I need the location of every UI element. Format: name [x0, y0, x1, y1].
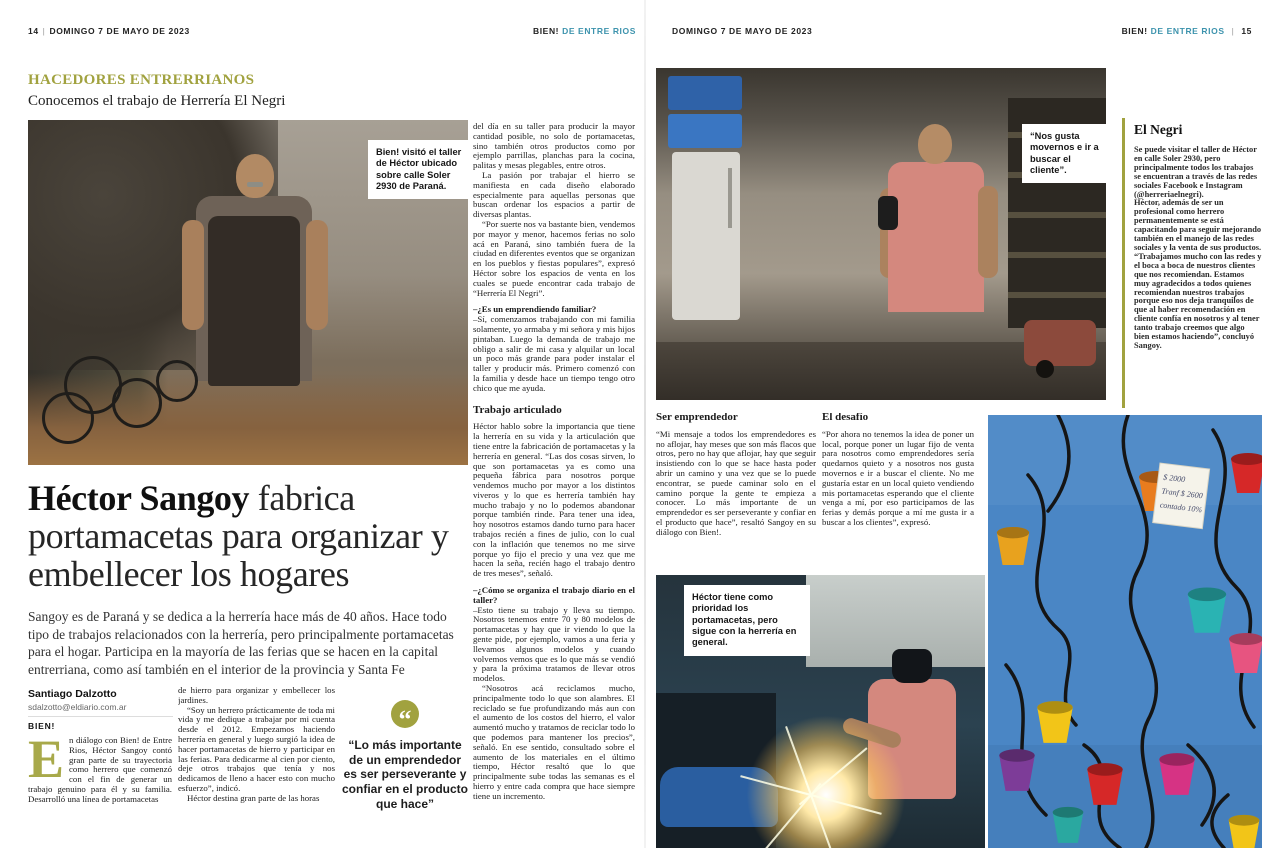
photo-flower-pots [988, 415, 1262, 848]
quote-icon: “ [391, 700, 419, 728]
headline-rest: fabrica portamacetas para organizar y embellecer los hogares [28, 478, 449, 595]
paragraph: Héctor destina gran parte de las horas [187, 792, 320, 803]
price-line-2: Tranf $ 2600 [1161, 486, 1204, 501]
man-right-arm [978, 186, 998, 278]
section-subtitle: Conocemos el trabajo de Herrería El Negri [28, 93, 286, 109]
interview-question: –¿Es un emprendiendo familiar? [473, 304, 597, 315]
date: DOMINGO 7 DE MAYO DE 2023 [672, 26, 813, 36]
interview-answer: –Esto tiene su trabajo y lleva su tiempo. Nosotros tenemos entre 70 y 80 modelos de portamacetas y hay que ir viendo lo que la gente pide, por ejemplo, vamos a una feria y llevamos algunos modelos y cuando volvemos vemos que es lo que más se vendió y para la próxima tratamos de llevar otros modelos. [473, 604, 635, 684]
welding-mask [892, 649, 932, 683]
column-el-desafio [822, 413, 974, 571]
price-tag [1153, 463, 1210, 529]
subhead-ser-emprendedor: Ser emprendedor [656, 413, 738, 423]
separator: | [42, 26, 46, 36]
byline-brand: BIEN! [28, 721, 56, 731]
right-running-brand [900, 26, 1252, 36]
paragraph: “Por ahora no tenemos la idea de poner un local, porque poner un lugar fijo de venta para nosotros como emprendedores sería quedarnos quieto y a nosotros nos gusta movernos e ir a buscar el cliente. No me gustaría estar en un local quieto vendiendo mis portamacetas esperando que el cliente venga a mí, por eso participamos de las ferias y demás porque a mí me gusta ir a buscar a los clientes”, expresó. [822, 428, 974, 527]
sidebar-paragraph: “Trabajamos mucho con las redes y el boca a boca de nuestros clientes que nos recomiendan. Estamos muy agradecidos a todos quienes recomiendan nuestros trabajos porque eso nos deja tranquilos de que al haber recomendación en cliente confía en nosotros y al tener tanto trabajo creemos que algo bien estamos haciendo”, concluyó Sangoy. [1134, 251, 1262, 350]
article-column-2 [178, 686, 335, 844]
author-name: Santiago Dalzotto [28, 688, 117, 700]
photo-workshop-wide [656, 68, 1106, 400]
blue-crate [668, 76, 742, 110]
man-head [918, 124, 952, 164]
left-running-brand [0, 26, 636, 36]
man-right-arm [306, 220, 328, 330]
sidebar-paragraph: Se puede visitar el taller de Héctor en calle Soler 2930, pero principalmente todos los trabajos se encuentran a través de las redes sociales Facebook e Instagram (@herreriaelnegri). [1134, 145, 1258, 199]
paragraph: “Mi mensaje a todos los emprendedores es no aflojar, hay meses que son más flacos que otros, pero no hay que aflojar, hay que seguir insistiendo con lo que se hace hasta poder abrir un camino y una vez que se lo puede encontrar, se puede caminar solo en el camino porque la gente te empieza a conocer. Lo más importante de un emprendedor es ser perseverante y confiar en el producto que hace”, resaltó Sangoy en su diálogo con Bien!. [656, 428, 816, 537]
brand-region: DE ENTRE RIOS [1150, 26, 1225, 36]
photo3-caption: Héctor tiene como prioridad los portamacetas, pero sigue con la herrería en general. [684, 585, 810, 656]
paragraph: “Nosotros acá reciclamos mucho, principalmente todo lo que son alambres. El reciclado se fue profundizando más aun con el aumento de los costos del hierro, el valor aumentó mucho y tratamos de reciclar todo lo que podemos para mantener los precios”, señaló. En ese sentido, consultado sobre el aumento de los materiales en el último tiempo, Héctor resaltó que lo que principalmente sube todas las semanas es el hierro y entre cada compra que hace siempre tiene un incremento. [473, 683, 635, 801]
compressor-wheel [1036, 360, 1054, 378]
paragraph: de hierro para organizar y embellecer los jardines. [178, 686, 335, 705]
compressor [1024, 320, 1096, 366]
article-column-1 [28, 736, 172, 840]
mustache [247, 182, 263, 187]
section-kicker: HACEDORES ENTRERRIANOS [28, 72, 255, 88]
brand-region: DE ENTRE RIOS [562, 26, 636, 36]
paragraph: “Por suerte nos va bastante bien, vendemos por mayor y menor, hacemos ferias no solo acá en Paraná, sino también fuera de la ciudad en diferentes eventos que se organizan en los pueblos y fiestas populares”, expresó Héctor sobre los espacios de venta en los cuales se puede encontrar cada trabajo de “Herrería El Negri”. [473, 218, 635, 298]
paragraph: del día en su taller para producir la mayor cantidad posible, no solo de portamacetas, sino también otros productos como por ejemplo parrillas, planchas para la cocina, palitas y mesas plegables, entre otros. [473, 122, 635, 171]
article-headline [28, 479, 474, 593]
subhead-el-desafio: El desafío [822, 413, 869, 423]
article-column-4 [473, 122, 635, 846]
pull-quote-text: “Lo más importante de un emprendedor es ser perseverante y confiar en el producto que hace” [341, 738, 468, 811]
man-head [236, 154, 274, 198]
wire-ring [112, 378, 162, 428]
interview-question: –¿Cómo se organiza el trabajo diario en el taller? [473, 585, 635, 605]
headline-name: Héctor Sangoy [28, 478, 250, 518]
interview-answer: –Sí, comenzamos trabajando con mi familia solamente, yo armaba y mi señora y mis hijos pintaban. Luego la demanda de trabajo me obligo a salir de mi casa y alquilar un local un poco más grande para poder instalar el taller y producir más. Primero comenzó con la familia y desde hace un tiempo tengo otro chico que me ayuda. [473, 314, 635, 393]
leather-apron [208, 216, 300, 386]
blue-crate [668, 114, 742, 148]
byline [28, 688, 173, 731]
man-left-arm [182, 220, 204, 330]
brand-bien: BIEN! [532, 26, 560, 36]
paragraph: La pasión por trabajar el hierro se manifiesta en cada diseño elaborado especialmente para aquellas personas que buscan ordenar los espacios a partir de diversas plantas. [473, 169, 635, 220]
page-fold-divider [644, 0, 646, 848]
right-running-head [672, 26, 812, 36]
paragraph: “Soy un herrero prácticamente de toda mi vida y me dedique a trabajar por mi cuenta desde el 2012. Empezamos haciendo herrería en general y luego surgió la idea de hacer portamacetas de hierro y participar en las ferias. Para dedicarme al cien por ciento, deje otros trabajos que tenía y nos dedicamos de lleno a hacer esto con mucho esfuerzo”, indicó. [178, 704, 335, 793]
page-number: 14 [28, 26, 39, 36]
brand-bien: BIEN! [1121, 26, 1148, 36]
column-ser-emprendedor [656, 413, 816, 563]
price-line-1: $ 2000 [1162, 472, 1186, 485]
sidebar-el-negri [1122, 118, 1262, 408]
photo-hector-portrait [28, 120, 468, 465]
photo1-caption: Bien! visitó el taller de Héctor ubicado sobre calle Soler 2930 de Paraná. [368, 140, 468, 199]
author-email: sdalzotto@eldiario.com.ar [28, 702, 173, 717]
article-deck: Sangoy es de Paraná y se dedica a la herrería hace más de 40 años. Hace todo tipo de trabajos relacionados con la herrería, pero principalmente portamacetas para el hogar. Participa en la mayoría de las ferias que se hacen en la capital entrerriana, como así también en el interior de la provincia y Santa Fe [28, 609, 454, 677]
page-number: 15 [1241, 26, 1252, 36]
photo-welding [656, 575, 985, 848]
wire-ring [42, 392, 94, 444]
photo2-caption: “Nos gusta movernos e ir a buscar el cliente”. [1022, 124, 1106, 183]
sidebar-title: El Negri [1134, 122, 1183, 137]
fridge-handle [728, 168, 732, 228]
paragraph: Héctor hablo sobre la importancia que tiene la herrería en su vida y la articulación que tiene entre la fabricación de portamacetas y la herrería en general. “Las dos cosas sirven, lo que son portamacetas ya es como una pequeña fábrica para nosotros porque vendemos mucho por mayor a los distintos viveros y lo que es herrería también hay mucho trabajo y no lo podemos abandonar porque también rinde. Para tener una idea, hoy nosotros estamos dando turno para hacer trabajos recién a fines de julio, con lo cual con la inflación que tenemos no me sirve porque yo fijo el precio y una vez que me hacen la seña, recién hago el trabajo dentro de tres meses”, señaló. [473, 421, 635, 579]
price-line-3: contado 10% [1159, 500, 1203, 515]
date: DOMINGO 7 DE MAYO DE 2023 [49, 26, 190, 36]
pull-quote [341, 700, 469, 811]
subhead-trabajo-articulado: Trabajo articulado [473, 403, 562, 416]
wire-ring [156, 360, 198, 402]
man-pink-shirt [888, 162, 984, 312]
separator: | [1231, 26, 1235, 36]
pots-illustration [988, 415, 1262, 848]
intro-text: n diálogo con Bien! de Entre Rios, Héctor Sangoy contó gran parte de su trayectoria como herrero que comenzó con el fin de generar un trabajo genuino para él y su familia. Desarrolló una línea de portamacetas [28, 736, 172, 804]
black-armband [878, 196, 898, 230]
sidebar-paragraph: Héctor, además de ser un profesional como herrero permanentemente se está capacitando para seguir mejorando también en el manejo de las redes sociales y la venta de sus productos. [1134, 198, 1262, 252]
drop-cap: E [28, 736, 65, 789]
